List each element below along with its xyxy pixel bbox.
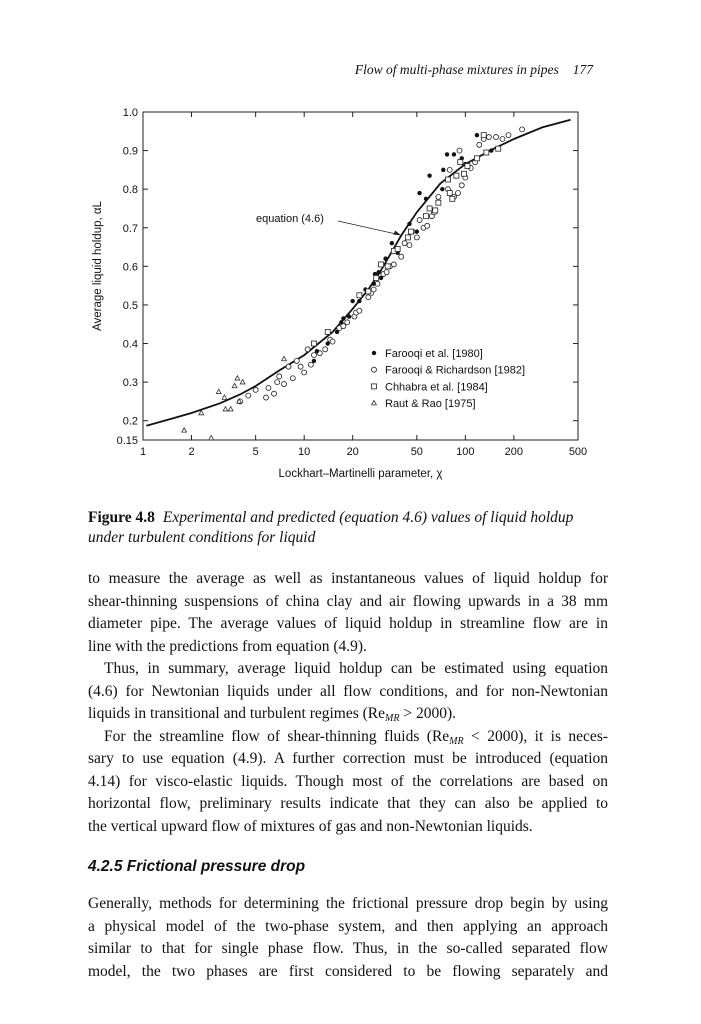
data-point [455, 191, 460, 196]
data-point [445, 177, 450, 182]
data-point [357, 299, 361, 303]
data-point [235, 376, 240, 380]
y-tick-label: 0.3 [122, 377, 138, 390]
data-point [415, 229, 419, 233]
y-tick-label: 0.9 [122, 145, 138, 158]
data-point [481, 133, 486, 138]
text-line: a physical model of the two-phase system, and then applying an approach [88, 917, 608, 935]
figure-label: Figure 4.8 [88, 509, 155, 526]
y-tick-label: 0.4 [122, 338, 138, 351]
data-point [379, 276, 383, 280]
x-tick-label: 2 [188, 446, 195, 458]
data-point [330, 339, 335, 344]
text-line: similar to that for single phase flow. Thus, in the so-called separated flow [88, 940, 608, 957]
text-line: to measure the average as well as instantaneous values of liquid holdup for [88, 570, 608, 587]
data-point [454, 173, 459, 178]
data-point [427, 173, 431, 177]
legend-label: Chhabra et al. [1984] [385, 381, 488, 394]
text-line: Thus, in summary, average liquid holdup can be estimated using equation [104, 660, 608, 677]
data-point [371, 282, 375, 286]
legend-marker [372, 401, 377, 405]
data-point [457, 148, 462, 153]
legend-marker [372, 367, 377, 372]
data-point [436, 194, 441, 199]
x-tick-label: 10 [298, 446, 311, 458]
data-point [417, 218, 422, 223]
data-point [326, 341, 330, 345]
data-point [450, 196, 455, 201]
data-point [458, 160, 463, 165]
data-point [484, 150, 489, 155]
data-point [520, 127, 525, 132]
data-point [390, 241, 394, 245]
text-line: model, the two phases are first considered to be flowing separately and [88, 962, 608, 980]
data-point [475, 133, 479, 137]
figure-caption [88, 508, 608, 548]
data-point [424, 197, 428, 201]
y-tick-label: 1.0 [122, 107, 138, 119]
holdup-chart [0, 0, 701, 500]
data-point [500, 137, 505, 142]
data-point [232, 383, 237, 387]
data-point [395, 246, 400, 251]
data-point [440, 187, 444, 191]
text-line [88, 705, 608, 724]
data-point [445, 152, 449, 156]
data-point [414, 235, 419, 240]
x-tick-label: 1 [139, 446, 147, 458]
text-segment: For the streamline flow of shear-thinning fluids (Re [104, 727, 450, 745]
text-line: (4.6) for Newtonian liquids under all flow conditions, and for non-Newtonian [88, 682, 608, 700]
data-point [216, 389, 221, 393]
data-point [228, 407, 233, 411]
data-point [452, 152, 456, 156]
text-line: the vertical upward flow of mixtures of gas and non-Newtonian liquids. [88, 817, 533, 835]
data-point [305, 347, 310, 352]
data-point [339, 320, 343, 324]
data-point [323, 347, 328, 352]
data-point [290, 376, 295, 381]
data-point [294, 358, 299, 363]
text-line [88, 728, 608, 747]
data-point [223, 407, 228, 411]
data-point [366, 289, 371, 294]
data-point [240, 380, 245, 384]
figure-caption-text: Experimental and predicted (equation 4.6) values of liquid holdup under turbulent conditions for liquid [88, 509, 574, 546]
text-line: Generally, methods for determining the frictional pressure drop begin by using [88, 895, 608, 912]
data-point [246, 393, 251, 398]
data-point [182, 428, 187, 432]
data-point [272, 391, 277, 396]
x-tick-label: 500 [568, 446, 588, 458]
data-point [357, 308, 362, 313]
data-point [350, 299, 354, 303]
data-point [302, 370, 307, 375]
annotation-arrow [338, 221, 398, 234]
text-segment: liquids in transitional and turbulent regimes (Re [88, 705, 386, 722]
data-point [383, 256, 387, 260]
text-segment: < 2000), it is neces- [463, 727, 609, 745]
data-point [347, 314, 351, 318]
data-point [311, 353, 316, 358]
data-point [423, 214, 428, 219]
data-point [408, 229, 413, 234]
text-line: diameter pipe. The average values of liquid holdup in streamline flow are in [88, 615, 608, 632]
y-tick-label: 0.8 [122, 184, 138, 197]
text-line: shear-thinning suspensions of china clay and air flowing upwards in a 38 mm [88, 592, 608, 610]
data-point [376, 270, 380, 274]
data-point [399, 254, 404, 259]
data-point [298, 364, 303, 369]
data-point [374, 275, 379, 280]
data-point [402, 241, 407, 246]
data-point [335, 330, 339, 334]
x-axis-label: Lockhart–Martinelli parameter, χ [278, 468, 443, 480]
data-point [311, 341, 316, 346]
subscript: MR [449, 735, 464, 747]
data-point [407, 243, 412, 248]
data-point [433, 208, 438, 213]
legend-label: Raut & Rao [1975] [385, 398, 476, 411]
x-tick-label: 200 [504, 446, 524, 458]
data-point [264, 395, 269, 400]
data-point [315, 349, 319, 353]
data-point [461, 171, 466, 176]
data-point [277, 374, 282, 379]
data-point [496, 146, 501, 151]
data-point [405, 235, 410, 240]
series-open-triangle [182, 356, 287, 440]
running-head-title: Flow of multi-phase mixtures in pipes [354, 62, 559, 77]
data-point [282, 356, 287, 360]
y-tick-label: 0.6 [122, 261, 138, 274]
data-point [391, 262, 396, 267]
data-point [447, 191, 452, 196]
data-point [489, 148, 493, 152]
x-tick-label: 5 [252, 446, 259, 458]
x-tick-label: 50 [410, 446, 423, 458]
data-point [447, 167, 452, 172]
data-point [286, 364, 291, 369]
data-point [417, 191, 421, 195]
legend-label: Farooqi et al. [1980] [385, 348, 483, 360]
data-point [459, 183, 464, 188]
text-segment: > 2000). [399, 705, 457, 722]
data-point [209, 435, 214, 439]
series-open-square [311, 133, 500, 346]
legend-marker [372, 351, 376, 355]
data-point [465, 164, 470, 169]
data-point [506, 133, 511, 138]
data-point [345, 320, 350, 325]
data-point [308, 362, 313, 367]
data-point [494, 135, 499, 140]
data-point [477, 142, 482, 147]
arrow-head-icon [393, 230, 401, 235]
data-point [474, 156, 479, 161]
data-point [371, 287, 376, 292]
data-point [436, 200, 441, 205]
y-tick-label: 0.7 [122, 222, 138, 235]
y-axis-label: Average liquid holdup, αL [92, 201, 104, 331]
text-line: sary to use equation (4.9). A further correction must be introduced (equation [88, 750, 608, 767]
x-tick-label: 20 [346, 446, 359, 458]
data-point [384, 270, 389, 275]
data-point [282, 382, 287, 387]
data-point [325, 329, 330, 334]
data-point [486, 135, 491, 140]
data-point [427, 206, 432, 211]
data-point [357, 293, 362, 298]
y-tick-label: 0.15 [116, 435, 138, 447]
section-heading: 4.2.5 Frictional pressure drop [88, 858, 306, 875]
page-number: 177 [572, 62, 593, 77]
equation-curve [146, 120, 570, 426]
data-point [275, 380, 280, 385]
data-point [266, 385, 271, 390]
legend-label: Farooqi & Richardson [1982] [385, 364, 526, 377]
y-tick-label: 0.2 [122, 415, 138, 428]
x-tick-label: 100 [456, 446, 475, 458]
text-line: 4.14) for visco-elastic liquids. Though most of the correlations are based on [88, 772, 608, 790]
plot-frame [143, 112, 578, 440]
data-point [407, 222, 411, 226]
data-point [385, 264, 390, 269]
data-point [222, 395, 227, 399]
subscript: MR [385, 713, 400, 724]
data-point [441, 168, 445, 172]
legend-marker [372, 384, 377, 389]
text-line: line with the predictions from equation (4.9). [88, 637, 367, 655]
text-line: horizontal flow, preliminary results indicate that they can also be applied to [88, 795, 608, 812]
data-point [425, 223, 430, 228]
y-tick-label: 0.5 [122, 299, 138, 312]
data-point [253, 387, 258, 392]
annotation-label: equation (4.6) [256, 213, 324, 225]
data-point [341, 316, 345, 320]
data-point [312, 359, 316, 363]
data-point [379, 262, 384, 267]
